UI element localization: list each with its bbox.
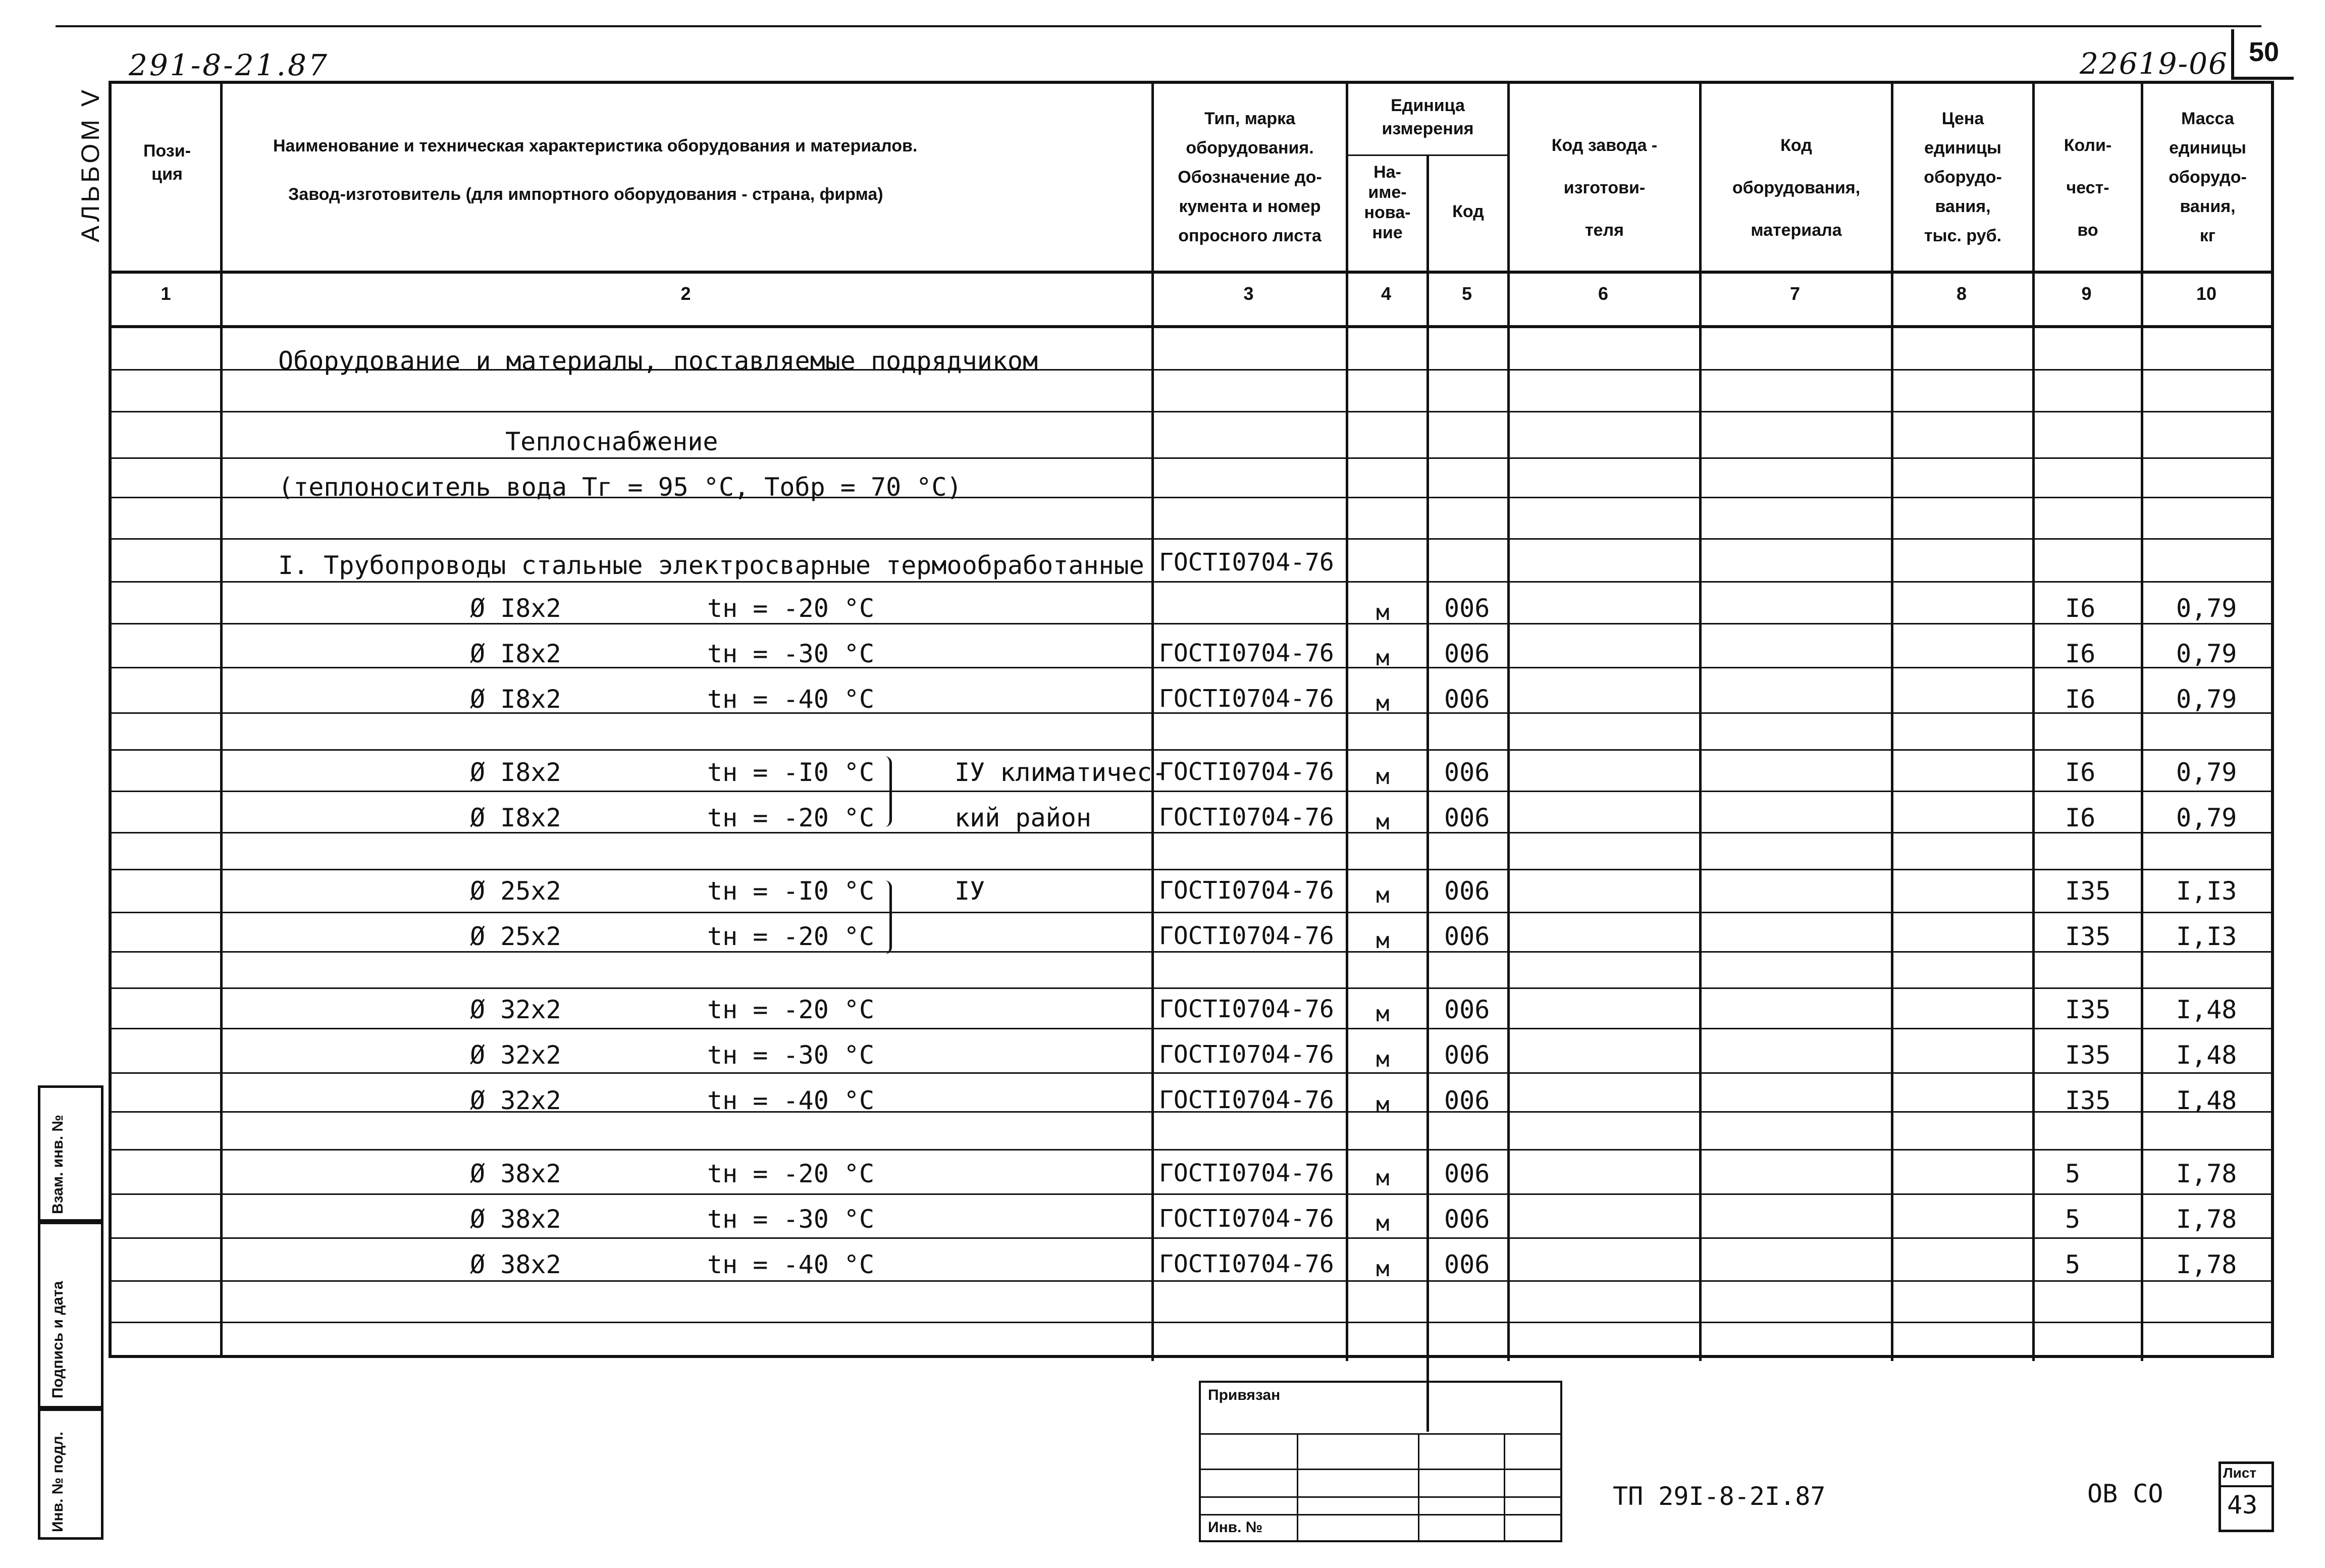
row-unit: м xyxy=(1376,928,1390,954)
row-code: 006 xyxy=(1444,1205,1490,1234)
row-qty: I35 xyxy=(2065,876,2111,906)
col-divider xyxy=(2141,84,2143,1361)
row-unit: м xyxy=(1376,764,1390,790)
colnum-10: 10 xyxy=(2196,283,2217,304)
header-name-line1: Наименование и техническая характеристика оборудования и материалов. xyxy=(273,136,918,155)
header-quantity: Коли- чест- во xyxy=(2064,136,2112,240)
row-line xyxy=(112,538,2272,540)
list-label: Лист xyxy=(2223,1465,2257,1481)
row-t: tн = -I0 °C xyxy=(707,758,875,787)
row-mass: I,I3 xyxy=(2176,922,2237,951)
row-t: tн = -20 °C xyxy=(707,1159,875,1188)
row-dia: Ø I8x2 xyxy=(470,758,561,787)
row-unit: м xyxy=(1376,600,1390,625)
row-qty: I6 xyxy=(2065,803,2096,832)
list-divider xyxy=(2221,1485,2271,1487)
row-dia: Ø 32x2 xyxy=(470,995,561,1024)
row-note: IУ климатичес- xyxy=(955,758,1168,787)
row-t: tн = -40 °C xyxy=(707,685,875,714)
page-number: 50 xyxy=(2248,37,2280,67)
colnum-2: 2 xyxy=(680,283,691,304)
side-vzam-cell xyxy=(38,1085,103,1222)
row-gost: ГОСТI0704-76 xyxy=(1159,758,1334,786)
col-divider xyxy=(1699,84,1702,1361)
side-podpis-cell xyxy=(38,1222,103,1408)
row-code: 006 xyxy=(1444,1250,1490,1279)
header-mass: Масса единицы оборудо- вания, кг xyxy=(2169,109,2247,245)
row-mass: I,78 xyxy=(2176,1250,2237,1279)
row-qty: I6 xyxy=(2065,758,2096,787)
row-line xyxy=(112,791,2272,792)
row-mass: I,78 xyxy=(2176,1159,2237,1188)
row-code: 006 xyxy=(1444,685,1490,714)
row-qty: I35 xyxy=(2065,995,2111,1024)
row-mass: I,48 xyxy=(2176,1040,2237,1070)
list-value: 43 xyxy=(2227,1490,2258,1520)
row-unit: м xyxy=(1376,1256,1390,1282)
row-note: IУ xyxy=(955,876,985,906)
col-divider xyxy=(220,84,223,1358)
row-dia: Ø 32x2 xyxy=(470,1086,561,1115)
col-divider xyxy=(1507,84,1510,1361)
row-line xyxy=(112,1149,2272,1151)
side-inv-label: Инв. № подл. xyxy=(49,1431,66,1532)
row-qty: I35 xyxy=(2065,922,2111,951)
row-qty: 5 xyxy=(2065,1205,2081,1234)
row-line xyxy=(112,411,2272,412)
row-dia: Ø I8x2 xyxy=(470,803,561,832)
row-t: tн = -20 °C xyxy=(707,594,875,623)
header-type: Тип, марка оборудования. Обозначение до- кумента и номер опросного листа xyxy=(1178,109,1322,245)
colnum-9: 9 xyxy=(2081,283,2092,304)
row-code: 006 xyxy=(1444,803,1490,832)
stamp-line xyxy=(1504,1433,1505,1540)
colnum-7: 7 xyxy=(1789,283,1801,304)
row-dia: Ø 38x2 xyxy=(470,1159,561,1188)
row-qty: I35 xyxy=(2065,1086,2111,1115)
col-divider xyxy=(1426,154,1429,1432)
row-qty: I6 xyxy=(2065,594,2096,623)
row-code: 006 xyxy=(1444,995,1490,1024)
row-t: tн = -20 °C xyxy=(707,803,875,832)
row-line xyxy=(112,951,2272,953)
row-t: tн = -20 °C xyxy=(707,922,875,951)
row-mass: I,I3 xyxy=(2176,876,2237,906)
colnum-5: 5 xyxy=(1461,283,1472,304)
row-gost: ГОСТI0704-76 xyxy=(1159,922,1334,950)
row-code: 006 xyxy=(1444,922,1490,951)
sheet-number-box xyxy=(2218,1461,2274,1532)
row-line xyxy=(112,749,2272,751)
row-code: 006 xyxy=(1444,1159,1490,1188)
row-t: tн = -20 °C xyxy=(707,995,875,1024)
row-unit: м xyxy=(1376,645,1390,671)
row-unit: м xyxy=(1376,1211,1390,1236)
stamp-line xyxy=(1201,1496,1560,1498)
col-divider xyxy=(1891,84,1893,1361)
row-gost: ГОСТI0704-76 xyxy=(1159,1205,1334,1233)
side-inv-cell xyxy=(38,1408,103,1540)
privyazan-stamp xyxy=(1199,1381,1562,1542)
colnum-6: 6 xyxy=(1598,283,1609,304)
designation: ТП 29I-8-2I.87 xyxy=(1613,1482,1826,1511)
row-dia: Ø 25x2 xyxy=(470,876,561,906)
row-code: 006 xyxy=(1444,1040,1490,1070)
brace-climate xyxy=(881,756,892,827)
colnum-1: 1 xyxy=(161,283,171,304)
row-gost: ГОСТI0704-76 xyxy=(1159,1040,1334,1069)
row-mass: I,48 xyxy=(2176,1086,2237,1115)
row-dia: Ø 38x2 xyxy=(470,1205,561,1234)
row-mass: 0,79 xyxy=(2176,803,2237,832)
row-qty: 5 xyxy=(2065,1159,2081,1188)
stamp-line xyxy=(1297,1433,1298,1540)
row-t: tн = -30 °C xyxy=(707,1040,875,1070)
row-qty: 5 xyxy=(2065,1250,2081,1279)
row-dia: Ø I8x2 xyxy=(470,594,561,623)
row-gost: ГОСТI0704-76 xyxy=(1159,639,1334,667)
row-dia: Ø 25x2 xyxy=(470,922,561,951)
header-name-line2: Завод-изготовитель (для импортного оборудования - страна, фирма) xyxy=(288,185,883,204)
row-mass: 0,79 xyxy=(2176,639,2237,668)
row-qty: I6 xyxy=(2065,639,2096,668)
row-unit: м xyxy=(1376,1092,1390,1118)
row-code: 006 xyxy=(1444,639,1490,668)
row-line xyxy=(112,832,2272,833)
side-vzam-label: Взам. инв. № xyxy=(49,1115,66,1214)
row-unit: м xyxy=(1376,1001,1390,1027)
section-coolant: (теплоноситель вода Тг = 95 °С, Тобр = 70 °С) xyxy=(278,473,962,502)
header-equipment-code: Код оборудования, материала xyxy=(1732,136,1861,240)
section-pipelines-gost: ГОСТI0704-76 xyxy=(1159,548,1334,577)
row-unit: м xyxy=(1376,1165,1390,1191)
colnum-4: 4 xyxy=(1381,283,1392,304)
row-line xyxy=(112,1322,2272,1323)
inv-no-label: Инв. № xyxy=(1208,1519,1263,1536)
top-border-line xyxy=(56,25,2261,27)
row-unit: м xyxy=(1376,882,1390,908)
album-label: АЛЬБОМ V xyxy=(76,86,104,242)
header-unit: Единица измерения xyxy=(1382,96,1474,138)
row-line xyxy=(112,1072,2272,1074)
header-position: Пози- ция xyxy=(143,141,191,184)
header-price: Цена единицы оборудо- вания, тыс. руб. xyxy=(1924,109,2002,245)
header-bottom-line xyxy=(112,271,2272,274)
row-gost: ГОСТI0704-76 xyxy=(1159,685,1334,713)
row-gost: ГОСТI0704-76 xyxy=(1159,876,1334,905)
row-code: 006 xyxy=(1444,594,1490,623)
brace-iv xyxy=(881,880,892,954)
row-line xyxy=(112,457,2272,459)
row-mass: I,48 xyxy=(2176,995,2237,1024)
header-unit-name: На- име- нова- ние xyxy=(1364,163,1411,242)
row-gost: ГОСТI0704-76 xyxy=(1159,1250,1334,1278)
colnum-3: 3 xyxy=(1243,283,1254,304)
row-mass: I,78 xyxy=(2176,1205,2237,1234)
col-divider xyxy=(1151,84,1154,1361)
row-dia: Ø 32x2 xyxy=(470,1040,561,1070)
row-line xyxy=(112,1280,2272,1282)
row-line xyxy=(112,912,2272,913)
col-divider xyxy=(1346,84,1348,1361)
page-number-box xyxy=(2231,29,2294,80)
row-note: кий район xyxy=(955,803,1091,832)
privyazan-label: Привязан xyxy=(1208,1387,1281,1403)
row-code: 006 xyxy=(1444,1086,1490,1115)
row-code: 006 xyxy=(1444,876,1490,906)
row-t: tн = -30 °C xyxy=(707,1205,875,1234)
row-unit: м xyxy=(1376,1047,1390,1072)
row-mass: 0,79 xyxy=(2176,758,2237,787)
row-line xyxy=(112,1028,2272,1029)
spec-table xyxy=(109,81,2274,1358)
header-plant-code: Код завода - изготови- теля xyxy=(1551,136,1658,240)
stamp-line xyxy=(1201,1514,1560,1515)
row-qty: I35 xyxy=(2065,1040,2111,1070)
row-line xyxy=(112,1237,2272,1239)
colnum-bottom-line xyxy=(112,325,2272,328)
row-unit: м xyxy=(1376,691,1390,716)
row-t: tн = -40 °C xyxy=(707,1086,875,1115)
colnum-8: 8 xyxy=(1956,283,1967,304)
row-mass: 0,79 xyxy=(2176,594,2237,623)
row-gost: ГОСТI0704-76 xyxy=(1159,1086,1334,1114)
row-unit: м xyxy=(1376,809,1390,835)
row-dia: Ø I8x2 xyxy=(470,685,561,714)
doc-number-right: 22619-06 xyxy=(2080,46,2228,81)
unit-header-line xyxy=(1346,154,1507,156)
header-unit-code: Код xyxy=(1452,202,1484,221)
stamp-line xyxy=(1201,1433,1560,1435)
stamp-line xyxy=(1201,1469,1560,1470)
section-contractor: Оборудование и материалы, поставляемые подрядчиком xyxy=(278,346,1038,376)
doc-number-left: 291-8-21.87 xyxy=(129,48,329,82)
row-line xyxy=(112,623,2272,624)
row-gost: ГОСТI0704-76 xyxy=(1159,995,1334,1023)
row-gost: ГОСТI0704-76 xyxy=(1159,1159,1334,1187)
row-mass: 0,79 xyxy=(2176,685,2237,714)
row-line xyxy=(112,581,2272,583)
row-t: tн = -I0 °C xyxy=(707,876,875,906)
row-dia: Ø I8x2 xyxy=(470,639,561,668)
sheet-code: ОВ СО xyxy=(2087,1479,2163,1508)
row-dia: Ø 38x2 xyxy=(470,1250,561,1279)
section-pipelines: I. Трубопроводы стальные электросварные термообработанные xyxy=(278,551,1144,580)
col-divider xyxy=(2032,84,2035,1361)
stamp-line xyxy=(1418,1433,1419,1540)
row-gost: ГОСТI0704-76 xyxy=(1159,803,1334,831)
side-podpis-label: Подпись и дата xyxy=(49,1281,66,1398)
row-code: 006 xyxy=(1444,758,1490,787)
row-t: tн = -40 °C xyxy=(707,1250,875,1279)
row-line xyxy=(112,1193,2272,1195)
row-line xyxy=(112,987,2272,989)
section-heating: Теплоснабжение xyxy=(505,427,718,456)
row-t: tн = -30 °C xyxy=(707,639,875,668)
row-qty: I6 xyxy=(2065,685,2096,714)
row-line xyxy=(112,869,2272,870)
